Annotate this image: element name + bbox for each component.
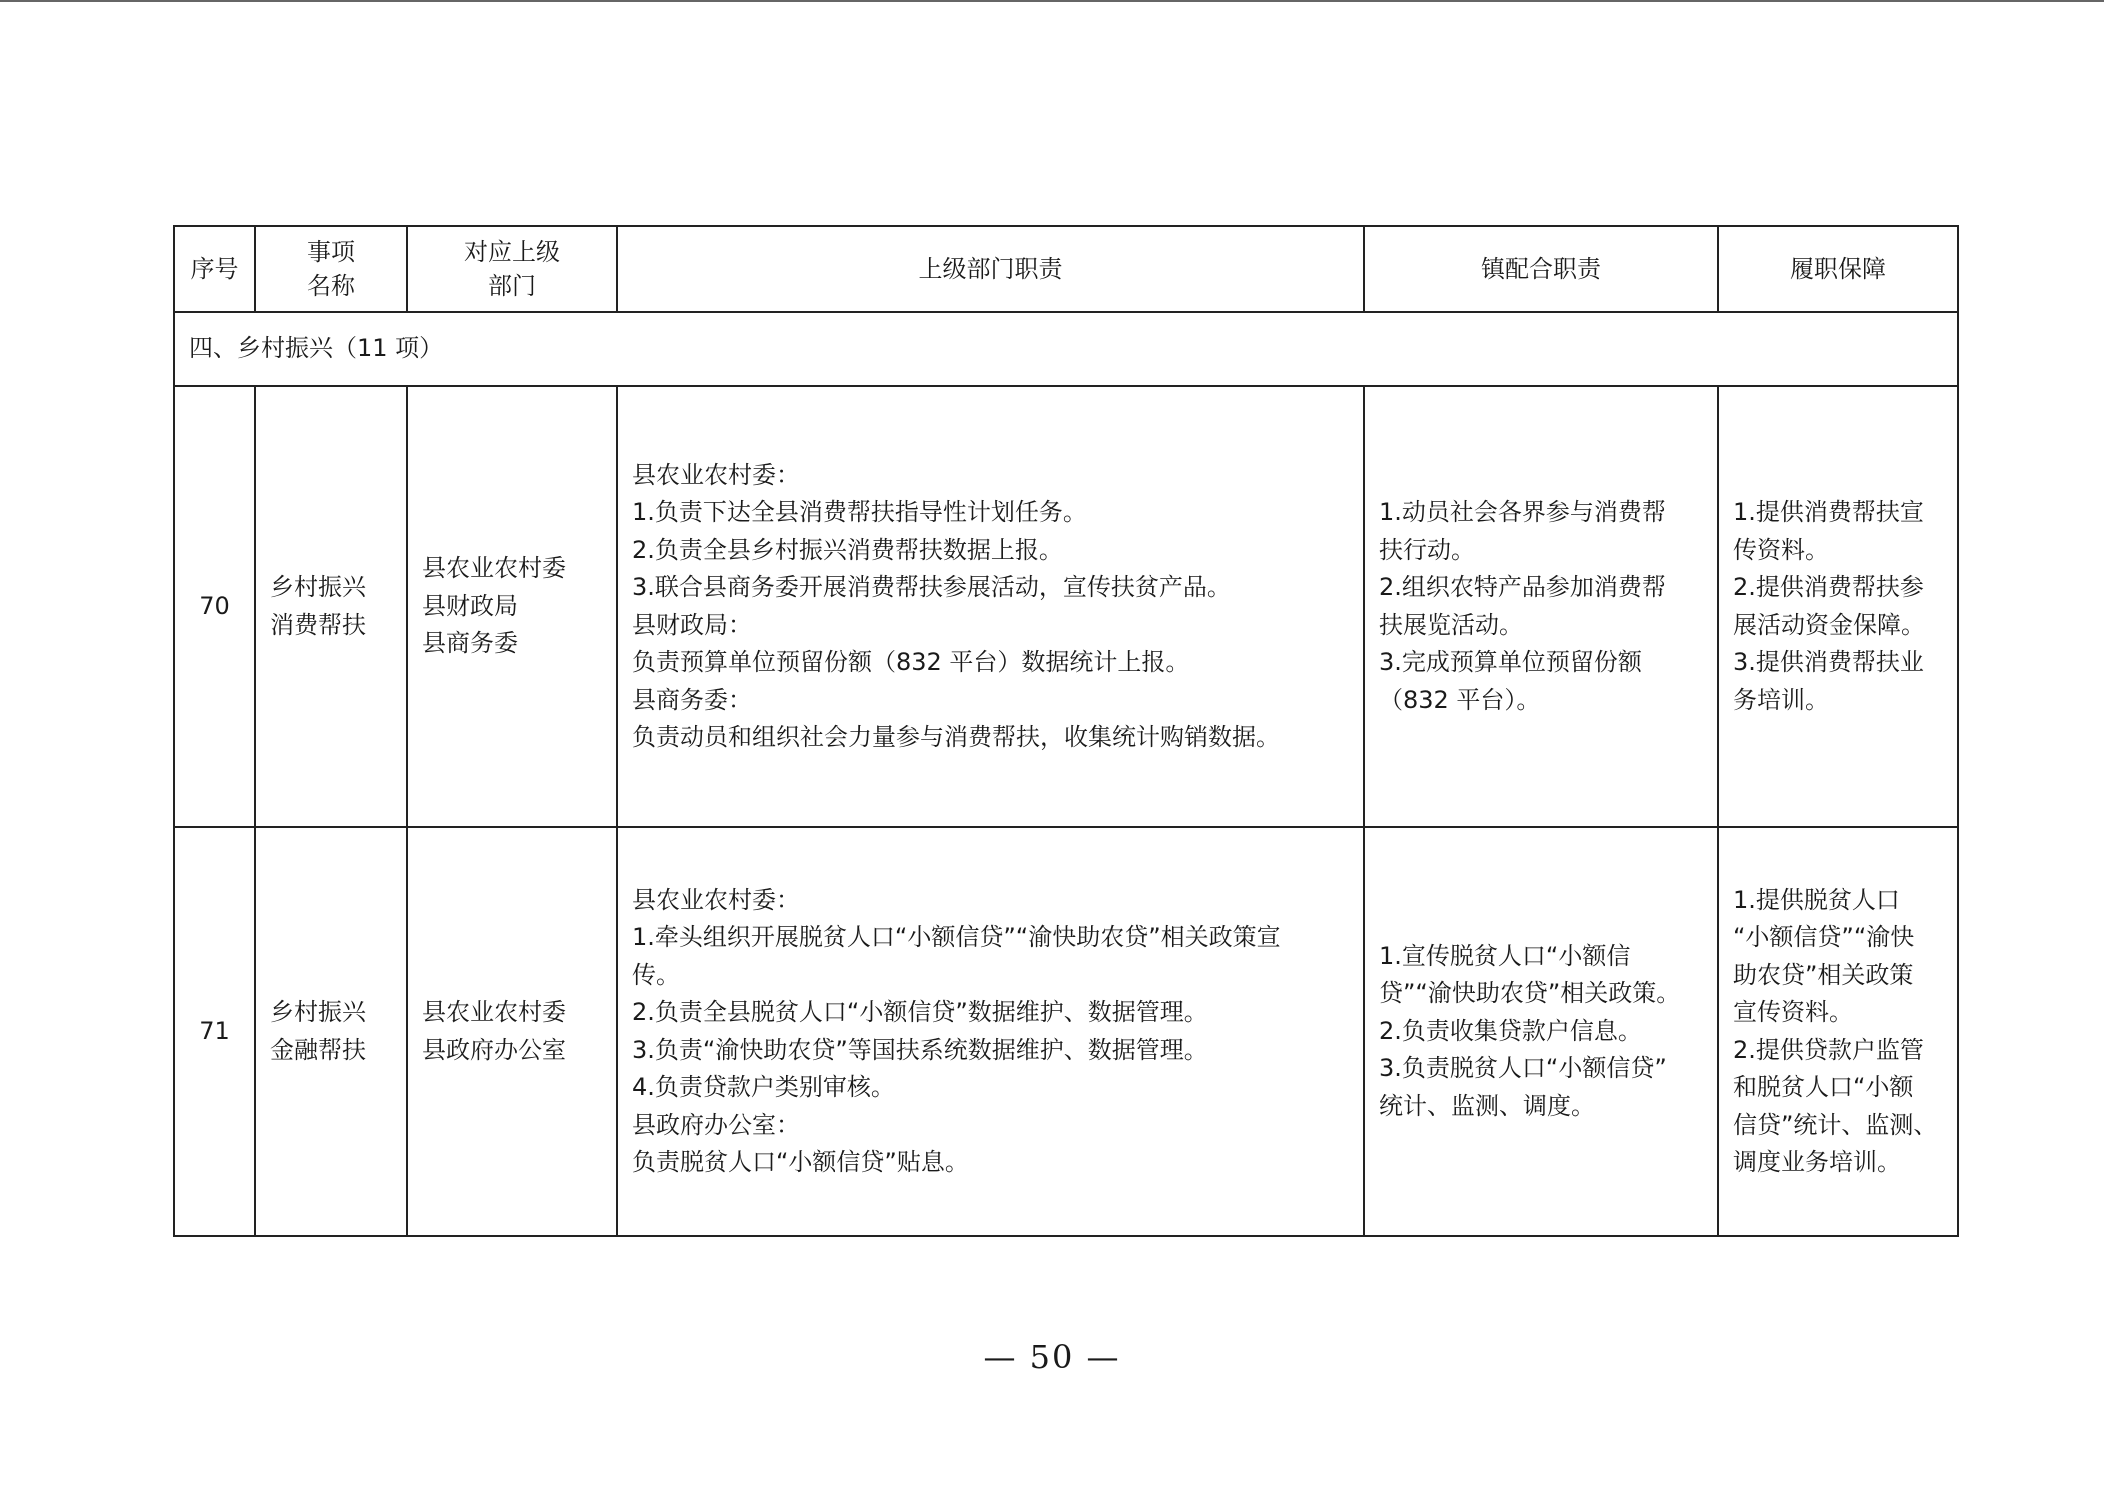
text-line: 2.提供贷款户监管 xyxy=(1733,1035,1924,1064)
text-line: 2.提供消费帮扶参 xyxy=(1733,573,1924,601)
text-line: 负责动员和组织社会力量参与消费帮扶，收集统计购销数据。 xyxy=(632,723,1280,751)
header-superior-duties: 上级部门职责 xyxy=(617,226,1364,312)
text-line: 扶展览活动。 xyxy=(1379,610,1523,639)
item-name xyxy=(255,386,407,827)
town-duties xyxy=(1364,827,1718,1236)
text-line: （832 平台）。 xyxy=(1379,685,1541,714)
text-line: 2.负责全县乡村振兴消费帮扶数据上报。 xyxy=(632,535,1063,564)
header-superior-dept-line: 对应上级 xyxy=(464,238,560,266)
town-duties xyxy=(1364,386,1718,827)
text-line: 乡村振兴 xyxy=(270,573,366,601)
guarantee xyxy=(1718,827,1958,1236)
header-item-name-line: 名称 xyxy=(307,272,355,300)
text-line: 1.宣传脱贫人口“小额信 xyxy=(1379,941,1631,970)
text-line: 县财政局 xyxy=(422,591,518,620)
text-line: 和脱贫人口“小额 xyxy=(1733,1073,1914,1101)
text-line: 3.完成预算单位预留份额 xyxy=(1379,648,1642,676)
text-line: 传。 xyxy=(632,960,680,989)
text-line: 消费帮扶 xyxy=(270,610,366,639)
table-header-row xyxy=(174,226,1958,312)
page-number: — 50 — xyxy=(983,1338,1121,1376)
text-line: 1.动员社会各界参与消费帮 xyxy=(1379,498,1666,526)
text-line: 2.负责全县脱贫人口“小额信贷”数据维护、数据管理。 xyxy=(632,998,1208,1026)
text-line: 3.提供消费帮扶业 xyxy=(1733,648,1924,676)
text-line: 务培训。 xyxy=(1733,685,1829,714)
row-number: 70 xyxy=(174,386,255,827)
text-line: 负责脱贫人口“小额信贷”贴息。 xyxy=(632,1148,969,1176)
text-line: 信贷”统计、监测、 xyxy=(1733,1110,1938,1139)
text-line: 2.负责收集贷款户信息。 xyxy=(1379,1016,1642,1045)
text-line: 县财政局： xyxy=(632,610,752,639)
text-line: 县农业农村委 xyxy=(422,554,566,583)
text-line: 2.组织农特产品参加消费帮 xyxy=(1379,573,1666,601)
text-line: “小额信贷”“渝快 xyxy=(1733,923,1915,951)
text-line: 传资料。 xyxy=(1733,535,1829,564)
duty-table xyxy=(173,225,1959,1237)
section-title: 四、乡村振兴（11 项） xyxy=(174,312,1958,386)
text-line: 宣传资料。 xyxy=(1733,998,1853,1026)
text-line: 县政府办公室 xyxy=(422,1035,566,1064)
superior-duties xyxy=(617,386,1364,827)
header-guarantee: 履职保障 xyxy=(1718,226,1958,312)
text-line: 调度业务培训。 xyxy=(1733,1148,1901,1176)
text-line: 展活动资金保障。 xyxy=(1733,610,1925,639)
text-line: 1.负责下达全县消费帮扶指导性计划任务。 xyxy=(632,498,1087,526)
header-item-name-line: 事项 xyxy=(307,238,355,266)
header-item-name xyxy=(255,226,407,312)
text-line: 负责预算单位预留份额（832 平台）数据统计上报。 xyxy=(632,648,1190,676)
row-number: 71 xyxy=(174,827,255,1236)
header-superior-dept-line: 部门 xyxy=(488,272,536,300)
text-line: 4.负责贷款户类别审核。 xyxy=(632,1073,895,1101)
text-line: 3.负责脱贫人口“小额信贷” xyxy=(1379,1054,1667,1083)
text-line: 3.联合县商务委开展消费帮扶参展活动，宣传扶贫产品。 xyxy=(632,573,1231,601)
superior-departments xyxy=(407,827,617,1236)
header-town-duties: 镇配合职责 xyxy=(1364,226,1718,312)
text-line: 扶行动。 xyxy=(1379,535,1475,564)
text-line: 金融帮扶 xyxy=(270,1035,366,1064)
table-row xyxy=(174,827,1958,1236)
text-line: 县农业农村委： xyxy=(632,460,800,489)
text-line: 县商务委 xyxy=(422,629,518,658)
superior-departments xyxy=(407,386,617,827)
top-border-line xyxy=(0,0,2104,2)
text-line: 县农业农村委： xyxy=(632,885,800,914)
guarantee xyxy=(1718,386,1958,827)
text-line: 3.负责“渝快助农贷”等国扶系统数据维护、数据管理。 xyxy=(632,1035,1208,1064)
superior-duties xyxy=(617,827,1364,1236)
header-seq: 序号 xyxy=(174,226,255,312)
item-name xyxy=(255,827,407,1236)
text-line: 统计、监测、调度。 xyxy=(1379,1091,1595,1120)
table-row xyxy=(174,386,1958,827)
text-line: 乡村振兴 xyxy=(270,998,366,1026)
section-row xyxy=(174,312,1958,386)
header-superior-dept xyxy=(407,226,617,312)
text-line: 贷”“渝快助农贷”相关政策。 xyxy=(1379,979,1681,1008)
text-line: 助农贷”相关政策 xyxy=(1733,960,1914,989)
text-line: 县农业农村委 xyxy=(422,998,566,1026)
text-line: 1.提供消费帮扶宣 xyxy=(1733,498,1924,526)
text-line: 1.提供脱贫人口 xyxy=(1733,885,1900,914)
text-line: 县商务委： xyxy=(632,685,752,714)
text-line: 县政府办公室： xyxy=(632,1110,800,1139)
text-line: 1.牵头组织开展脱贫人口“小额信贷”“渝快助农贷”相关政策宣 xyxy=(632,923,1281,951)
